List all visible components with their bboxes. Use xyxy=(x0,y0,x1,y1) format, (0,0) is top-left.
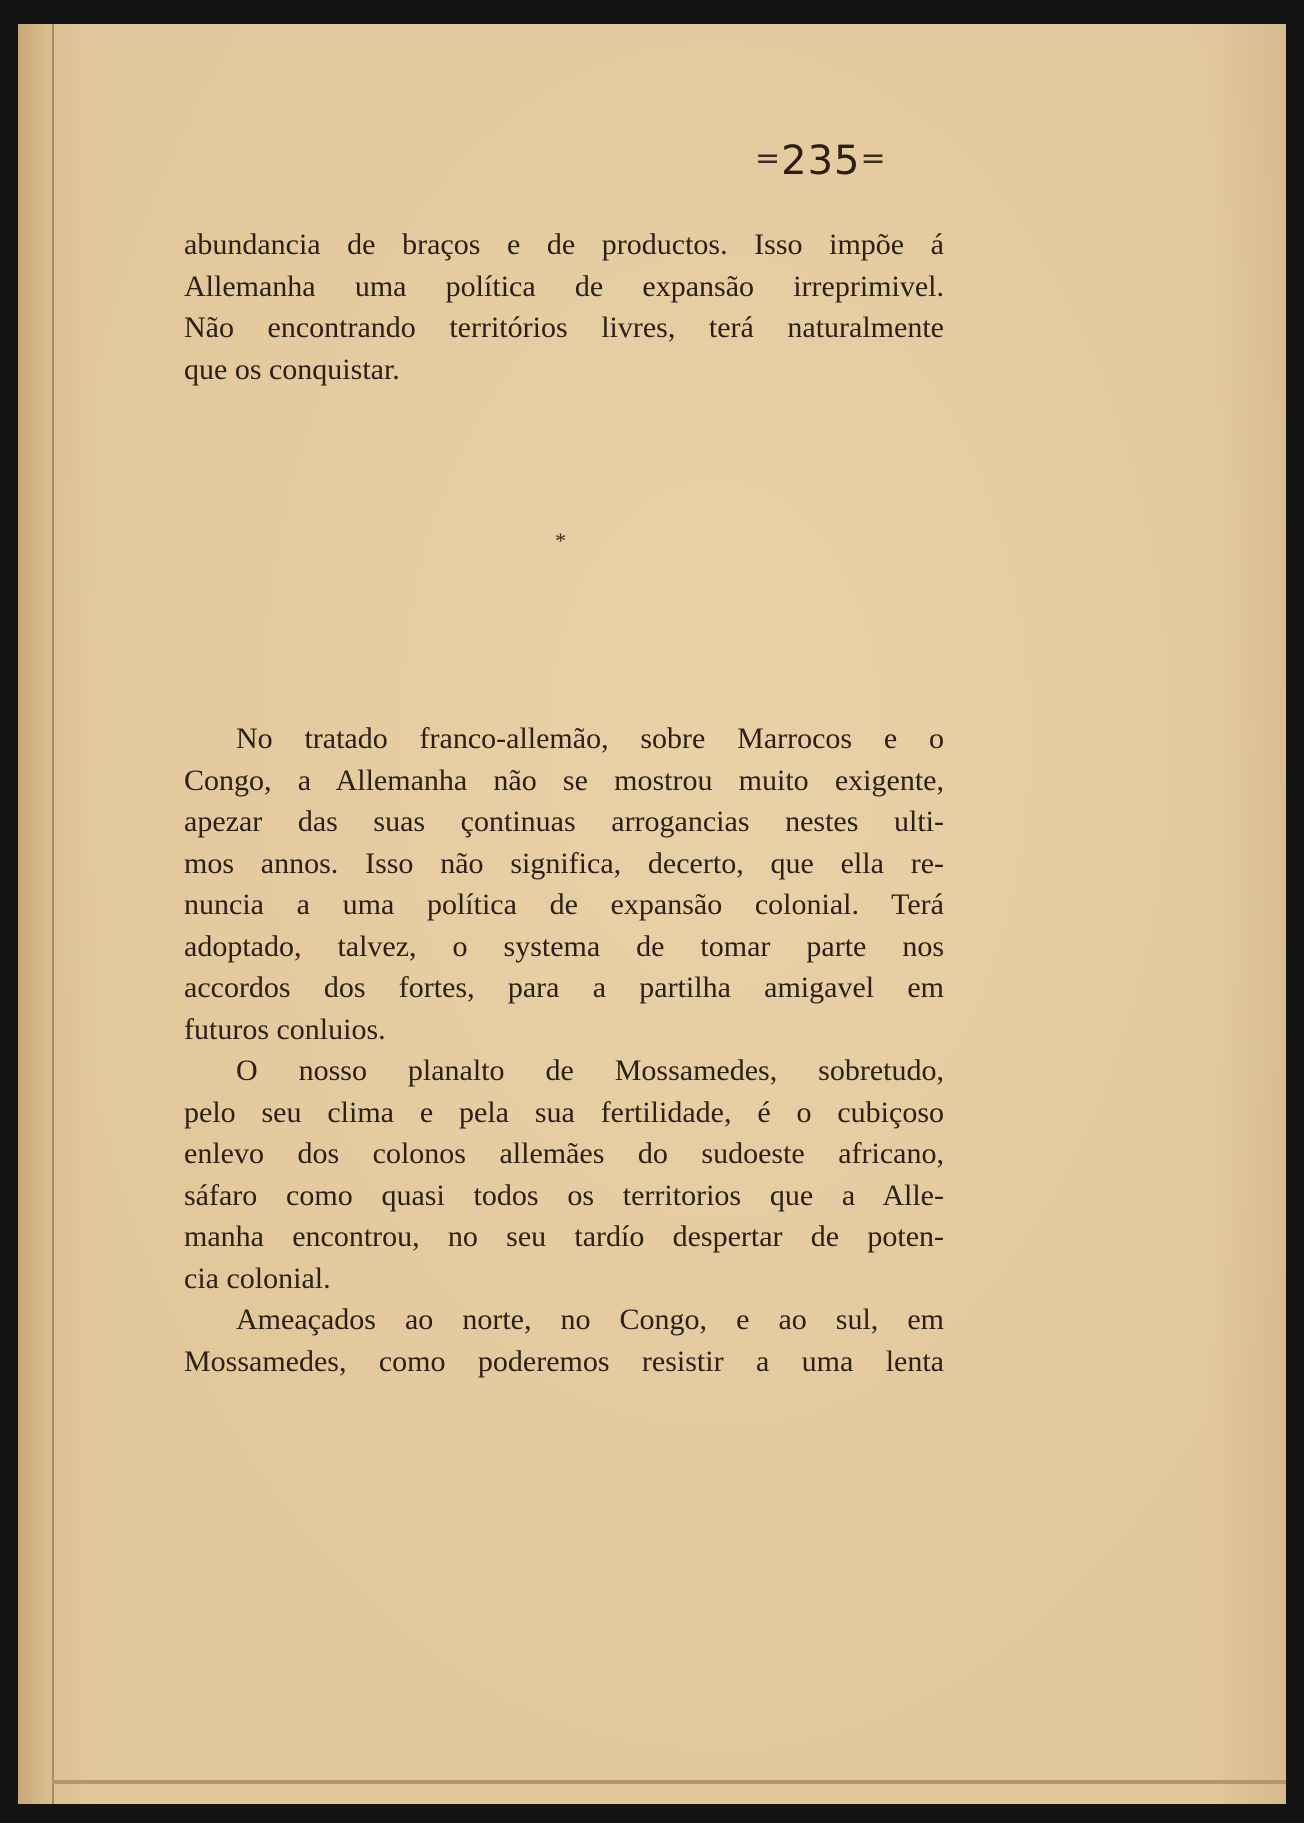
page-number-dash-right: = xyxy=(860,141,887,176)
text-line: adoptado, talvez, o systema de tomar parte nos xyxy=(184,929,944,963)
text-line: abundancia de braços e de productos. Isso impõe á xyxy=(184,228,944,261)
text-line: Não encontrando territórios livres, terá naturalmente xyxy=(184,311,944,344)
page-bottom-edge xyxy=(52,1780,1286,1784)
page-number-value: 235 xyxy=(781,138,861,184)
page-number xyxy=(755,138,887,184)
text-line: Allemanha uma política de expansão irreprimivel. xyxy=(184,269,944,303)
text-line: mos annos. Isso não significa, decerto, que ella re- xyxy=(184,846,944,880)
text-line: cia colonial. xyxy=(184,1261,331,1295)
text-line: nuncia a uma política de expansão colonial. Terá xyxy=(184,888,944,921)
text-line: apezar das suas çontinuas arrogancias nestes ulti- xyxy=(184,805,944,838)
page-spine xyxy=(18,24,54,1804)
text-line: manha encontrou, no seu tardío despertar de poten- xyxy=(184,1220,944,1253)
text-line: que os conquistar. xyxy=(184,352,400,386)
text-line: Ameaçados ao norte, no Congo, e ao sul, em xyxy=(236,1303,944,1336)
text-line: accordos dos fortes, para a partilha amigavel em xyxy=(184,971,944,1004)
paragraph-1 xyxy=(184,224,944,390)
text-line: Mossamedes, como poderemos resistir a uma lenta xyxy=(184,1344,944,1378)
text-line: pelo seu clima e pela sua fertilidade, é o cubiçoso xyxy=(184,1095,944,1129)
text-line: sáfaro como quasi todos os territorios que a Alle- xyxy=(184,1178,944,1212)
text-line: Congo, a Allemanha não se mostrou muito exigente, xyxy=(184,763,944,797)
section-separator: * xyxy=(555,528,566,553)
paragraph-2 xyxy=(184,718,944,1382)
text-line: No tratado franco-allemão, sobre Marrocos e o xyxy=(236,722,944,755)
text-line: enlevo dos colonos allemães do sudoeste africano, xyxy=(184,1137,944,1170)
text-line: O nosso planalto de Mossamedes, sobretudo, xyxy=(236,1054,944,1087)
page-number-dash-left: = xyxy=(755,141,782,176)
text-line: futuros conluios. xyxy=(184,1012,386,1046)
